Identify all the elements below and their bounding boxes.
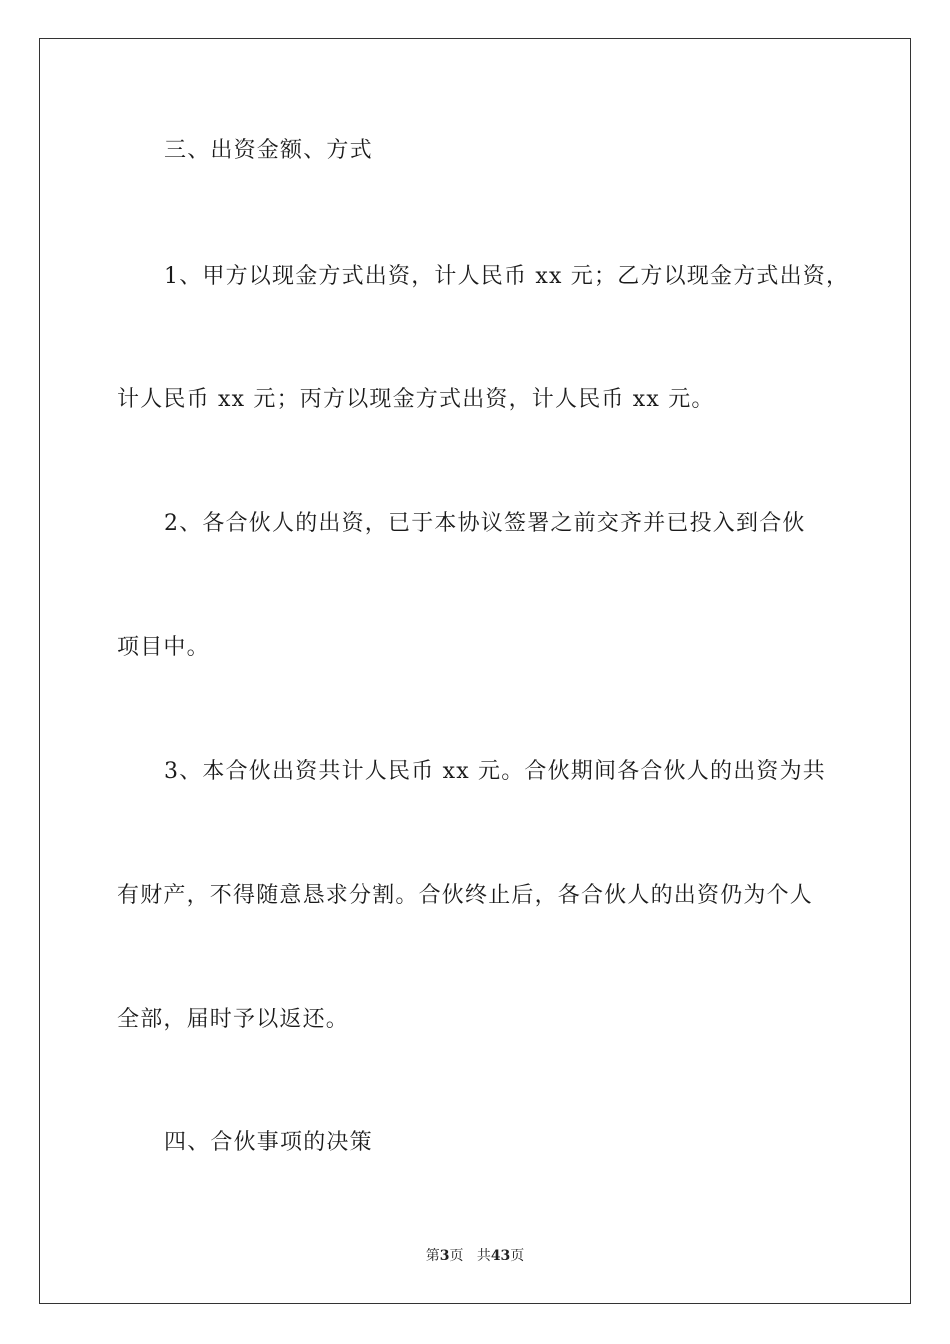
- section-heading-3: 三、出资金额、方式: [164, 138, 373, 163]
- paragraph-line: 有财产，不得随意恳求分割。合伙终止后，各合伙人的出资仍为个人: [117, 883, 814, 908]
- total-pages: 43: [490, 1248, 511, 1264]
- paragraph-line: 1、甲方以现金方式出资，计人民币 xx 元；乙方以现金方式出资，: [164, 264, 850, 289]
- page-number: 3: [439, 1248, 450, 1264]
- page-suffix: 页: [449, 1248, 464, 1264]
- paragraph-line: 3、本合伙出资共计人民币 xx 元。合伙期间各合伙人的出资为共: [164, 759, 826, 784]
- paragraph-line: 全部，届时予以返还。: [117, 1007, 350, 1032]
- total-suffix: 页: [510, 1248, 525, 1264]
- page-frame: [39, 38, 911, 1304]
- paragraph-line: 项目中。: [117, 635, 210, 660]
- paragraph-line: 计人民币 xx 元；丙方以现金方式出资，计人民币 xx 元。: [117, 387, 715, 412]
- section-heading-4: 四、合伙事项的决策: [164, 1130, 373, 1155]
- total-prefix: 共: [476, 1248, 491, 1264]
- page-footer: [0, 1246, 950, 1266]
- paragraph-line: 2、各合伙人的出资，已于本协议签署之前交齐并已投入到合伙: [164, 511, 806, 536]
- page-prefix: 第: [425, 1248, 440, 1264]
